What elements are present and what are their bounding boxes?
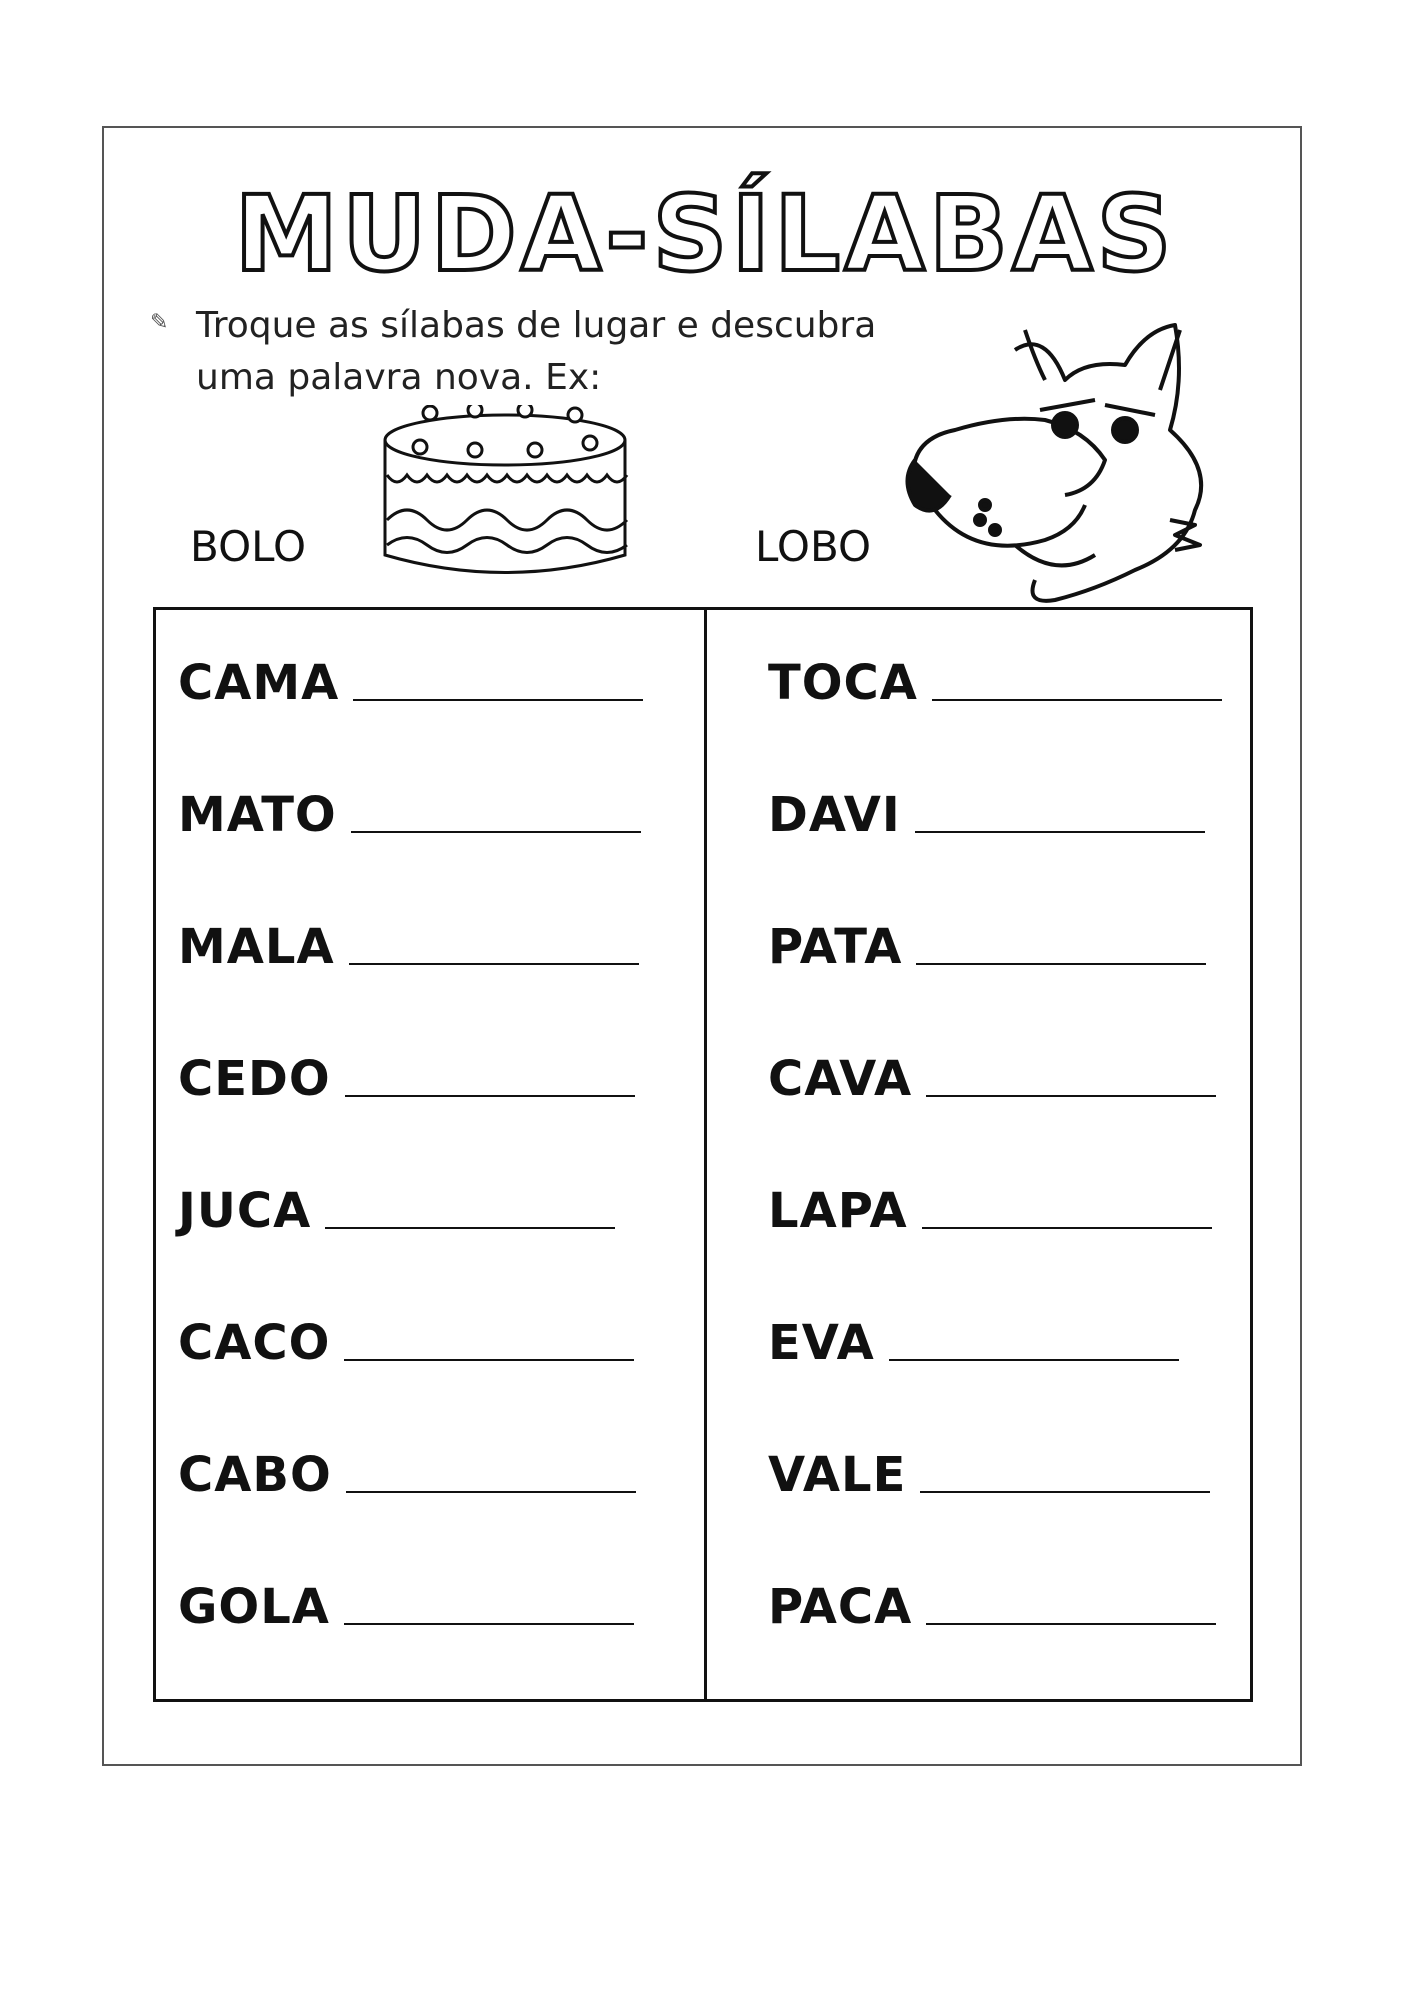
word-row [178,919,639,975]
wolf-icon [895,320,1235,610]
pencil-icon: ✎ [150,310,169,335]
answer-line[interactable] [345,1094,635,1097]
word-row [178,1579,634,1635]
word-row [768,1579,1216,1635]
word-label: TOCA [768,655,918,711]
word-row [178,1315,634,1371]
word-row [178,787,641,843]
word-row [768,1447,1210,1503]
word-row [178,1183,615,1239]
answer-line[interactable] [915,830,1205,833]
answer-line[interactable] [922,1226,1212,1229]
instruction-line-2: uma palavra nova. Ex: [196,357,602,398]
word-row [178,655,643,711]
word-label: CACO [178,1315,331,1371]
word-row [768,1183,1212,1239]
word-label: VALE [768,1447,907,1503]
answer-line[interactable] [926,1622,1216,1625]
title-banner [230,170,1180,290]
word-row [768,787,1205,843]
word-row [768,919,1206,975]
word-label: PATA [768,919,903,975]
answer-line[interactable] [349,962,639,965]
page-title: MUDA-SÍLABAS [234,173,1176,290]
word-label: CABO [178,1447,332,1503]
word-label: CAMA [178,655,340,711]
cake-icon [375,405,635,585]
instruction-text [196,300,876,404]
example-to-word: LOBO [755,522,872,571]
word-label: JUCA [178,1183,312,1239]
word-row [768,1051,1216,1107]
word-label: MALA [178,919,335,975]
word-label: CEDO [178,1051,331,1107]
answer-line[interactable] [344,1622,634,1625]
word-label: CAVA [768,1051,913,1107]
answer-line[interactable] [916,962,1206,965]
word-grid [153,607,1253,1702]
answer-line[interactable] [346,1490,636,1493]
answer-line[interactable] [351,830,641,833]
instruction-line-1: Troque as sílabas de lugar e descubra [196,305,877,346]
example-from-word: BOLO [190,522,307,571]
answer-line[interactable] [889,1358,1179,1361]
word-label: MATO [178,787,337,843]
word-row [768,1315,1179,1371]
word-label: PACA [768,1579,913,1635]
word-row [768,655,1222,711]
answer-line[interactable] [325,1226,615,1229]
answer-line[interactable] [920,1490,1210,1493]
word-row [178,1051,635,1107]
word-label: EVA [768,1315,875,1371]
word-label: GOLA [178,1579,330,1635]
word-row [178,1447,636,1503]
answer-line[interactable] [353,698,643,701]
word-label: LAPA [768,1183,908,1239]
answer-line[interactable] [932,698,1222,701]
word-label: DAVI [768,787,901,843]
answer-line[interactable] [926,1094,1216,1097]
answer-line[interactable] [344,1358,634,1361]
column-divider [704,610,707,1699]
